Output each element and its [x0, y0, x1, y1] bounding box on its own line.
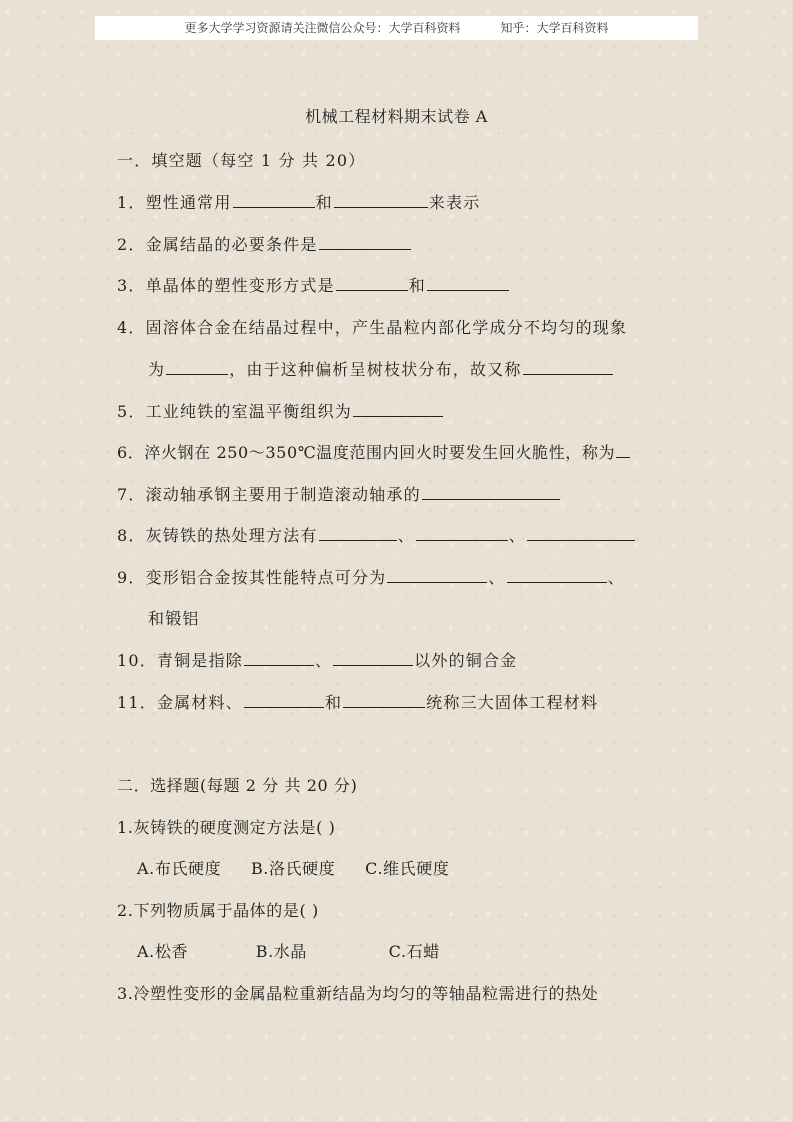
header-banner: [95, 16, 698, 40]
choice-question-2: 2.下列物质属于晶体的是( ): [117, 901, 319, 920]
question-1: 1．塑性通常用 和 来表示: [117, 193, 481, 212]
answer-blank[interactable]: [427, 275, 509, 291]
answer-blank[interactable]: [319, 525, 397, 541]
answer-blank[interactable]: [523, 359, 613, 375]
choice-1-options: [137, 856, 449, 879]
banner-zhihu-text: 知乎：大学百科资料: [500, 21, 609, 35]
answer-blank[interactable]: [422, 484, 560, 500]
question-7: 7．滚动轴承钢主要用于制造滚动轴承的: [117, 482, 561, 505]
answer-blank[interactable]: [616, 442, 630, 458]
option-a[interactable]: A.布氏硬度: [137, 859, 222, 878]
answer-blank[interactable]: [166, 359, 228, 375]
choice-question-1: 1.灰铸铁的硬度测定方法是( ): [117, 818, 336, 837]
answer-blank[interactable]: [353, 401, 443, 417]
question-10: 10．青铜是指除 、 以外的铜合金: [117, 651, 518, 670]
answer-blank[interactable]: [233, 192, 315, 208]
answer-blank[interactable]: [343, 692, 425, 708]
option-c[interactable]: C.维氏硬度: [365, 859, 450, 878]
choice-question-3: 3.冷塑性变形的金属晶粒重新结晶为均匀的等轴晶粒需进行的热处: [117, 984, 599, 1003]
question-2: 2．金属结晶的必要条件是: [117, 232, 412, 255]
question-4-line1: 4．固溶体合金在结晶过程中，产生晶粒内部化学成分不均匀的现象: [117, 318, 628, 337]
choice-2-options: [137, 939, 440, 962]
answer-blank[interactable]: [527, 525, 635, 541]
section1-heading: 一．填空题（每空 1 分 共 20）: [117, 151, 366, 170]
answer-blank[interactable]: [334, 192, 428, 208]
exam-title: 机械工程材料期末试卷 A: [305, 107, 488, 126]
answer-blank[interactable]: [336, 275, 408, 291]
option-a[interactable]: A.松香: [137, 942, 189, 961]
question-9-line1: 9．变形铝合金按其性能特点可分为 、 、: [117, 568, 625, 587]
question-5: 5．工业纯铁的室温平衡组织为: [117, 399, 444, 422]
question-9-line2: 和锻铝: [148, 609, 200, 628]
question-4-line2: 为 ，由于这种偏析呈树枝状分布，故又称: [148, 357, 614, 380]
question-3: 3．单晶体的塑性变形方式是 和: [117, 273, 510, 296]
banner-wechat-text: 更多大学学习资源请关注微信公众号：大学百科资料: [184, 21, 461, 35]
option-c[interactable]: C.石蜡: [388, 942, 440, 961]
option-b[interactable]: B.水晶: [255, 942, 307, 961]
section2-heading: 二．选择题(每题 2 分 共 20 分): [117, 776, 358, 795]
answer-blank[interactable]: [387, 567, 487, 583]
answer-blank[interactable]: [333, 650, 413, 666]
option-b[interactable]: B.洛氏硬度: [250, 859, 336, 878]
answer-blank[interactable]: [416, 525, 508, 541]
answer-blank[interactable]: [507, 567, 607, 583]
answer-blank[interactable]: [319, 234, 411, 250]
answer-blank[interactable]: [244, 692, 324, 708]
question-11: 11．金属材料、 和 统称三大固体工程材料: [117, 693, 599, 712]
question-6: 6．淬火钢在 250～350℃温度范围内回火时要发生回火脆性，称为: [117, 440, 631, 463]
answer-blank[interactable]: [244, 650, 314, 666]
question-8: 8．灰铸铁的热处理方法有 、 、: [117, 523, 636, 546]
